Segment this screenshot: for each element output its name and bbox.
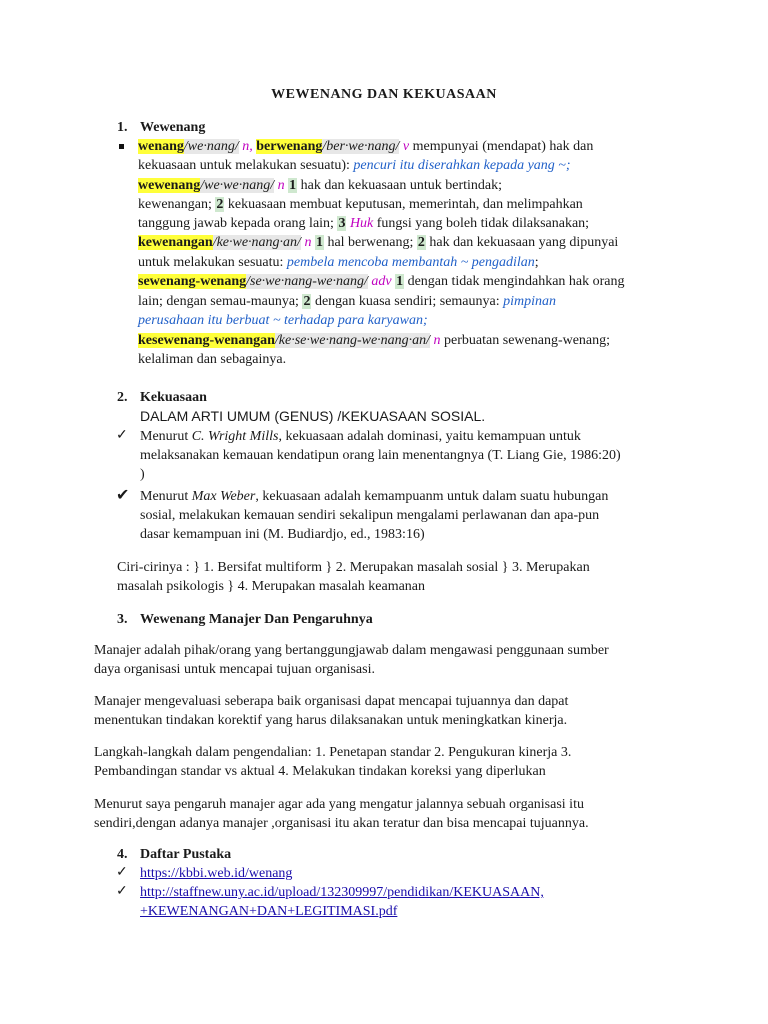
square-bullet-icon: [119, 144, 124, 149]
definition-text: hak dan kekuasaan yang dipunyai: [425, 235, 619, 250]
paragraph-line: Manajer adalah pihak/orang yang bertanggungjawab dalam mengawasi penggunaan sumber: [94, 643, 609, 658]
definition-text: fungsi yang boleh tidak dilaksanakan;: [373, 216, 590, 231]
quote-text: Menurut: [140, 489, 192, 504]
example-text: pencuri itu diserahkan kepada yang ~;: [353, 158, 571, 173]
section-4-heading: Daftar Pustaka: [140, 847, 232, 862]
quote-text: , kekuasaan adalah dominasi, yaitu kemampuan untuk: [278, 429, 581, 444]
definition-line: [138, 331, 610, 350]
definition-text: perbuatan sewenang-wenang;: [440, 333, 611, 348]
reference-link-uny-continued[interactable]: +KEWENANGAN+DAN+LEGITIMASI.pdf: [140, 904, 398, 919]
check-icon: ✓: [116, 865, 128, 880]
paragraph-line: Menurut saya pengaruh manajer agar ada yang mengatur jalannya sebuah organisasi itu: [94, 797, 584, 812]
reference-link-uny[interactable]: http://staffnew.uny.ac.id/upload/132309997/pendidikan/KEKUASAAN,: [140, 885, 544, 900]
quote-text: , kekuasaan adalah kemampuanm untuk dalam suatu hubungan: [255, 489, 609, 504]
paragraph-line: menentukan tindakan korektif yang harus dilaksanakan untuk meningkatkan kinerja.: [94, 713, 568, 728]
definition-text: kekuasaan membuat keputusan, memerintah, dan melimpahkan: [224, 197, 583, 212]
section-4-number: 4.: [117, 847, 128, 862]
definition-text: dengan tidak mengindahkan hak orang: [404, 274, 625, 289]
pronunciation: /ber·we·nang/: [322, 139, 400, 154]
pronunciation: /se·we·nang-we·nang/: [246, 274, 368, 289]
domain-label: Huk: [349, 216, 374, 231]
definition-text: hal berwenang;: [323, 235, 417, 250]
sense-number: 3: [338, 216, 346, 231]
section-1-heading: Wewenang: [140, 120, 206, 135]
definition-text: kekuasaan untuk melakukan sesuatu):: [138, 158, 354, 173]
part-of-speech: n: [433, 333, 441, 348]
paragraph-line: daya organisasi untuk mencapai tujuan organisasi.: [94, 662, 375, 677]
part-of-speech: n: [277, 178, 285, 193]
quote-line: melaksanakan kemauan kendatipun orang lain menentangnya (T. Liang Gie, 1986:20): [140, 448, 621, 463]
quote-line: ): [140, 467, 145, 482]
definition-line: [138, 214, 589, 233]
section-3-heading: Wewenang Manajer Dan Pengaruhnya: [140, 612, 373, 627]
sense-number: 1: [396, 274, 404, 289]
definition-text: kewenangan;: [138, 197, 216, 212]
example-text: pimpinan: [503, 294, 557, 309]
definition-text: hak dan kekuasaan untuk bertindak;: [297, 178, 503, 193]
headword-berwenang: berwenang: [256, 139, 323, 154]
definition-line: [138, 253, 539, 272]
pronunciation: /ke·se·we·nang-we·nang·an/: [274, 333, 431, 348]
document-title: WEWENANG DAN KEKUASAAN: [271, 87, 497, 102]
pronunciation: /we·nang/: [183, 139, 239, 154]
author-name: Max Weber: [191, 489, 256, 504]
quote-line: dasar kemampuan ini (M. Budiardjo, ed., 1983:16): [140, 527, 425, 542]
pronunciation: /we·we·nang/: [200, 178, 275, 193]
definition-text: tanggung jawab kepada orang lain;: [138, 216, 338, 231]
section-3-number: 3.: [117, 612, 128, 627]
definition-text: lain; dengan semau-maunya;: [138, 294, 303, 309]
definition-text: dengan kuasa sendiri; semaunya:: [311, 294, 504, 309]
quote-text: Menurut: [140, 429, 192, 444]
characteristics-line: masalah psikologis } 4. Merupakan masalah keamanan: [117, 579, 426, 594]
headword-kewenangan: kewenangan: [138, 235, 213, 250]
definition-line: [138, 137, 593, 156]
definition-text: mempunyai (mendapat) hak dan: [409, 139, 594, 154]
part-of-speech: n: [304, 235, 312, 250]
reference-link-kbbi[interactable]: https://kbbi.web.id/wenang: [140, 866, 293, 881]
definition-line: [138, 311, 428, 330]
sense-number: 1: [289, 178, 297, 193]
definition-line: [138, 350, 286, 369]
paragraph-line: Langkah-langkah dalam pengendalian: 1. Penetapan standar 2. Pengukuran kinerja 3.: [94, 745, 572, 760]
section-2-number: 2.: [117, 390, 128, 405]
headword-kesewenang-wenangan: kesewenang-wenangan: [138, 333, 275, 348]
definition-line: [138, 233, 618, 252]
definition-line: [138, 176, 502, 195]
sense-number: 2: [417, 235, 425, 250]
paragraph-line: Pembandingan standar vs aktual 4. Melakukan tindakan koreksi yang diperlukan: [94, 764, 546, 779]
definition-line: [138, 195, 583, 214]
paragraph-line: sendiri,dengan adanya manajer ,organisasi itu akan teratur dan bisa mencapai tujuannya.: [94, 816, 589, 831]
pronunciation: /ke·we·nang·an/: [212, 235, 301, 250]
example-text: pembela mencoba membantah ~ pengadilan: [286, 255, 535, 270]
characteristics-line: Ciri-cirinya : } 1. Bersifat multiform } 2. Merupakan masalah sosial } 3. Merupakan: [117, 560, 590, 575]
example-text: perusahaan itu berbuat ~ terhadap para karyawan;: [138, 313, 428, 328]
check-icon: ✓: [116, 884, 128, 899]
punctuation: ;: [534, 255, 539, 270]
part-of-speech: n,: [242, 139, 253, 154]
check-bold-icon: ✔: [116, 487, 130, 504]
check-icon: ✓: [116, 428, 128, 443]
sense-number: 1: [315, 235, 323, 250]
headword-wewenang: wewenang: [138, 178, 201, 193]
quote-line: sosial, melakukan kemauan sendiri sekalipun mengalami perlawanan dan apa-pun: [140, 508, 600, 523]
part-of-speech: v: [402, 139, 410, 154]
paragraph-line: Manajer mengevaluasi seberapa baik organisasi dapat mencapai tujuannya dan dapat: [94, 694, 569, 709]
sense-number: 2: [303, 294, 311, 309]
headword-wenang: wenang: [138, 139, 184, 154]
section-2-heading: Kekuasaan: [140, 390, 207, 405]
sense-number: 2: [216, 197, 224, 212]
quote-line: [140, 427, 581, 446]
definition-line: [138, 272, 625, 291]
quote-line: [140, 487, 608, 506]
definition-line: [138, 292, 556, 311]
definition-text: kelaliman dan sebagainya.: [138, 352, 287, 367]
definition-line: [138, 156, 571, 175]
section-2-subheading: DALAM ARTI UMUM (GENUS) /KEKUASAAN SOSIAL.: [140, 408, 486, 424]
author-name: C. Wright Mills: [191, 429, 279, 444]
part-of-speech: adv: [371, 274, 392, 289]
section-1-number: 1.: [117, 120, 128, 135]
definition-text: untuk melakukan sesuatu:: [138, 255, 287, 270]
headword-sewenang-wenang: sewenang-wenang: [138, 274, 247, 289]
